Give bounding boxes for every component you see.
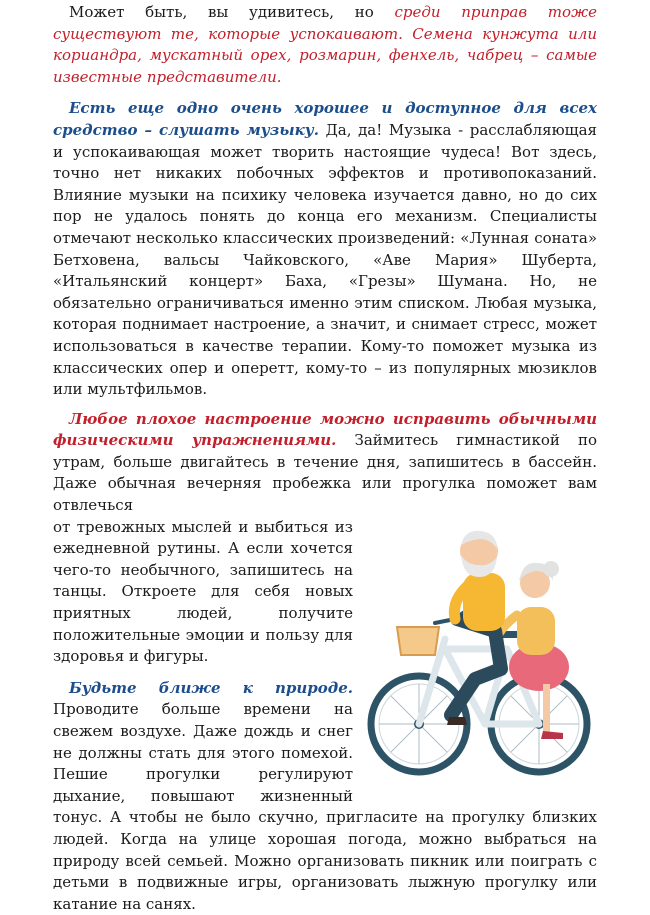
intro-paragraph [53,2,597,88]
exercise-body-top: Займитесь гимнастикой по утрам, больше двигайтесь в течение дня, запишитесь в бассейн. Даже обычная вечерняя пробежка или прогулка поможет вам отвлечься [53,431,597,515]
nature-body-full: повышают жизненный тонус. А чтобы не было скучно, пригласите на прогулку близких людей. Когда на улице хорошая погода, можно выбраться на природу всей семьей. Можно организовать пикник или поиграть с детьми в подвижные игры, организовать лыжную прогулку или катание на санях. [53,786,597,913]
nature-body-wrap: Проводите больше времени на свежем воздухе. Даже дождь и снег не должны стать для этого помехой. Пешие прогулки регулируют дыхание, [53,700,353,805]
woman-blouse [517,607,555,655]
intro-lead: Может быть, вы удивитесь, но [69,3,395,21]
basket-icon [397,627,439,655]
spacer [53,401,597,409]
exercise-body-wrap: от тревожных мыслей и выбиться из ежедневной рутины. А если хочется чего-то необычного, запишитесь на танцы. Откроете для себя новых приятных людей, получите положительные эмоции и пользу для здоровья и фигуры. [53,517,353,666]
nature-heading: Будьте ближе к природе. [69,678,353,697]
intro-highlight: среди приправ тоже существуют те, которые успокаивают. Семена кунжута или кориандра, мускатный орех, розмарин, фенхель, чабрец – самые известные представители. [53,3,597,86]
exercise-paragraph-top [53,409,597,517]
music-body: Да, да! Музыка - расслабляющая и успокаивающая может творить настоящие чудеса! Вот здесь, точно нет никаких побочных эффектов и противопоказаний. Влияние музыки на психику человека изучается давно, но до сих пор не удалось понять до конца его механизм. Специалисты отмечают несколько классических произведений: «Лунная соната» Бетховена, вальсы Чайковского, «Аве Мария» Шуберта, «Итальянский концерт» Баха, «Грезы» Шумана. Но, не обязательно ограничиваться именно этим списком. Любая музыка, которая поднимает настроение, а значит, и снимает стресс, может использоваться в качестве терапии. Кому-то поможет музыка из классических опер и оперетт, кому-то – из популярных мюзиклов или мультфильмов. [53,120,597,399]
spacer [53,88,597,98]
exercise-heading: Любое плохое настроение можно исправить обычными физическими упражнениями. [53,409,597,450]
elderly-couple-bicycle-icon [367,519,597,787]
music-heading: Есть еще одно очень хорошее и доступное для всех средство – слушать музыку. [53,99,597,139]
music-paragraph [53,98,597,400]
article-page [53,2,597,915]
bicycle-illustration [367,519,597,787]
